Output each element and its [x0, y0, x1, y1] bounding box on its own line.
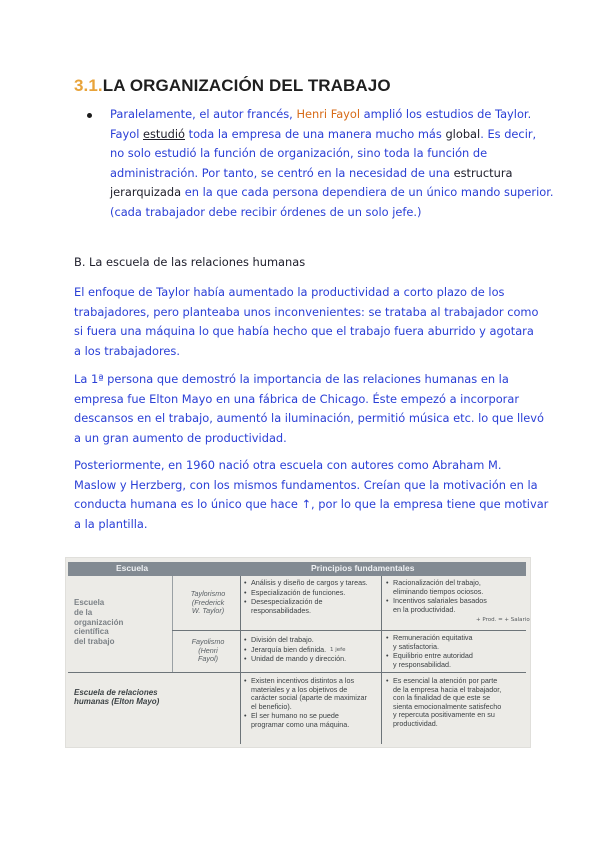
- bullet-dot-icon: [87, 113, 92, 118]
- bullet-line: administración. Por tanto, se centró en la necesidad de una estructura: [110, 165, 513, 180]
- table-cell-taylorismo-principles-a: • Análisis y diseño de cargos y tareas. • Especialización de funciones. • Desespecialización de responsabilidades.: [244, 579, 380, 616]
- table-row-school-human-relations: Escuela de relaciones humanas (Elton Mayo): [74, 688, 160, 706]
- bullet-line: Fayol estudió toda la empresa de una manera mucho más global. Es decir,: [110, 126, 537, 141]
- table-header-principles: Principios fundamentales: [311, 563, 415, 573]
- table-cell-mayo-principles-b: • Es esencial la atención por parte de la empresa hacia el trabajador, con la finalidad de que este se sienta emocionalmente satisfecho y repercuta positivamente en su productividad.: [386, 677, 524, 730]
- bullet-line: no solo estudió la función de organización, sino toda la función de: [110, 146, 488, 161]
- fayol-bullet: [90, 105, 554, 223]
- handwritten-note: 1 jefe: [330, 647, 346, 653]
- paragraph-taylor: El enfoque de Taylor había aumentado la productividad a corto plazo de los trabajadores, pero planteaba unos inconvenientes: se trataba al trabajador como si fuera una máquina lo que había hecho que el trabajo fuera aburrido y agotara a los trabajadores.: [74, 285, 539, 358]
- paragraph-maslow: Posteriormente, en 1960 nació otra escuela con autores como Abraham M. Maslow y Herzberg, con los mismos fundamentos. Creían que la motivación en la conducta humana es lo único que hace ↑, por lo que la empresa tiene que motivar a la plantilla.: [74, 458, 549, 531]
- table-cell-fayolismo-principles-a: • División del trabajo. • Jerarquía bien definida. • Unidad de mando y dirección.: [244, 636, 380, 665]
- table-cell-fayolismo-principles-b: • Remuneración equitativa y satisfactoria. • Equilibrio entre autoridad y responsabilidad.: [386, 634, 524, 670]
- heading-title: LA ORGANIZACIÓN DEL TRABAJO: [102, 76, 391, 95]
- table-cell-fayolismo: Fayolismo (Henri Fayol): [191, 637, 225, 664]
- subsection-title: B. La escuela de las relaciones humanas: [74, 255, 306, 269]
- table-cell-mayo-principles-a: • Existen incentivos distintos a los materiales y a los objetivos de carácter social (aparte de maximizar el beneficio). • El ser humano no se puede programar como una máquina.: [244, 677, 380, 731]
- bullet-line: Paralelamente, el autor francés, Henri Fayol amplió los estudios de Taylor.: [110, 107, 532, 121]
- handwritten-note: + Prod. = + Salario: [476, 617, 530, 623]
- paragraph-elton-mayo: La 1ª persona que demostró la importancia de las relaciones humanas en la empresa fue Elton Mayo en una fábrica de Chicago. Éste empezó a incorporar descansos en el trabajo, aumentó la iluminación, permitió música etc. lo que llevó a un gran aumento de productividad.: [74, 372, 544, 445]
- table-body: [68, 576, 530, 744]
- heading-number: 3.1.: [74, 76, 103, 95]
- bullet-line: jerarquizada en la que cada persona dependiera de un único mando superior.: [110, 185, 554, 200]
- table-header: [68, 562, 526, 576]
- section-heading: [74, 76, 391, 96]
- table-row-school-scientific: Escuela de la organización científica del trabajo: [74, 598, 124, 647]
- henri-fayol-name: Henri Fayol: [296, 107, 361, 121]
- table-cell-taylorismo: Taylorismo (Frederick W. Taylor): [190, 589, 226, 616]
- table-header-school: Escuela: [116, 563, 149, 573]
- principles-table-image: [66, 558, 530, 747]
- bullet-line: (cada trabajador debe recibir órdenes de un solo jefe.): [110, 204, 422, 219]
- table-cell-taylorismo-principles-b: • Racionalización del trabajo, eliminando tiempos ociosos. • Incentivos salariales basados en la productividad.: [386, 579, 524, 615]
